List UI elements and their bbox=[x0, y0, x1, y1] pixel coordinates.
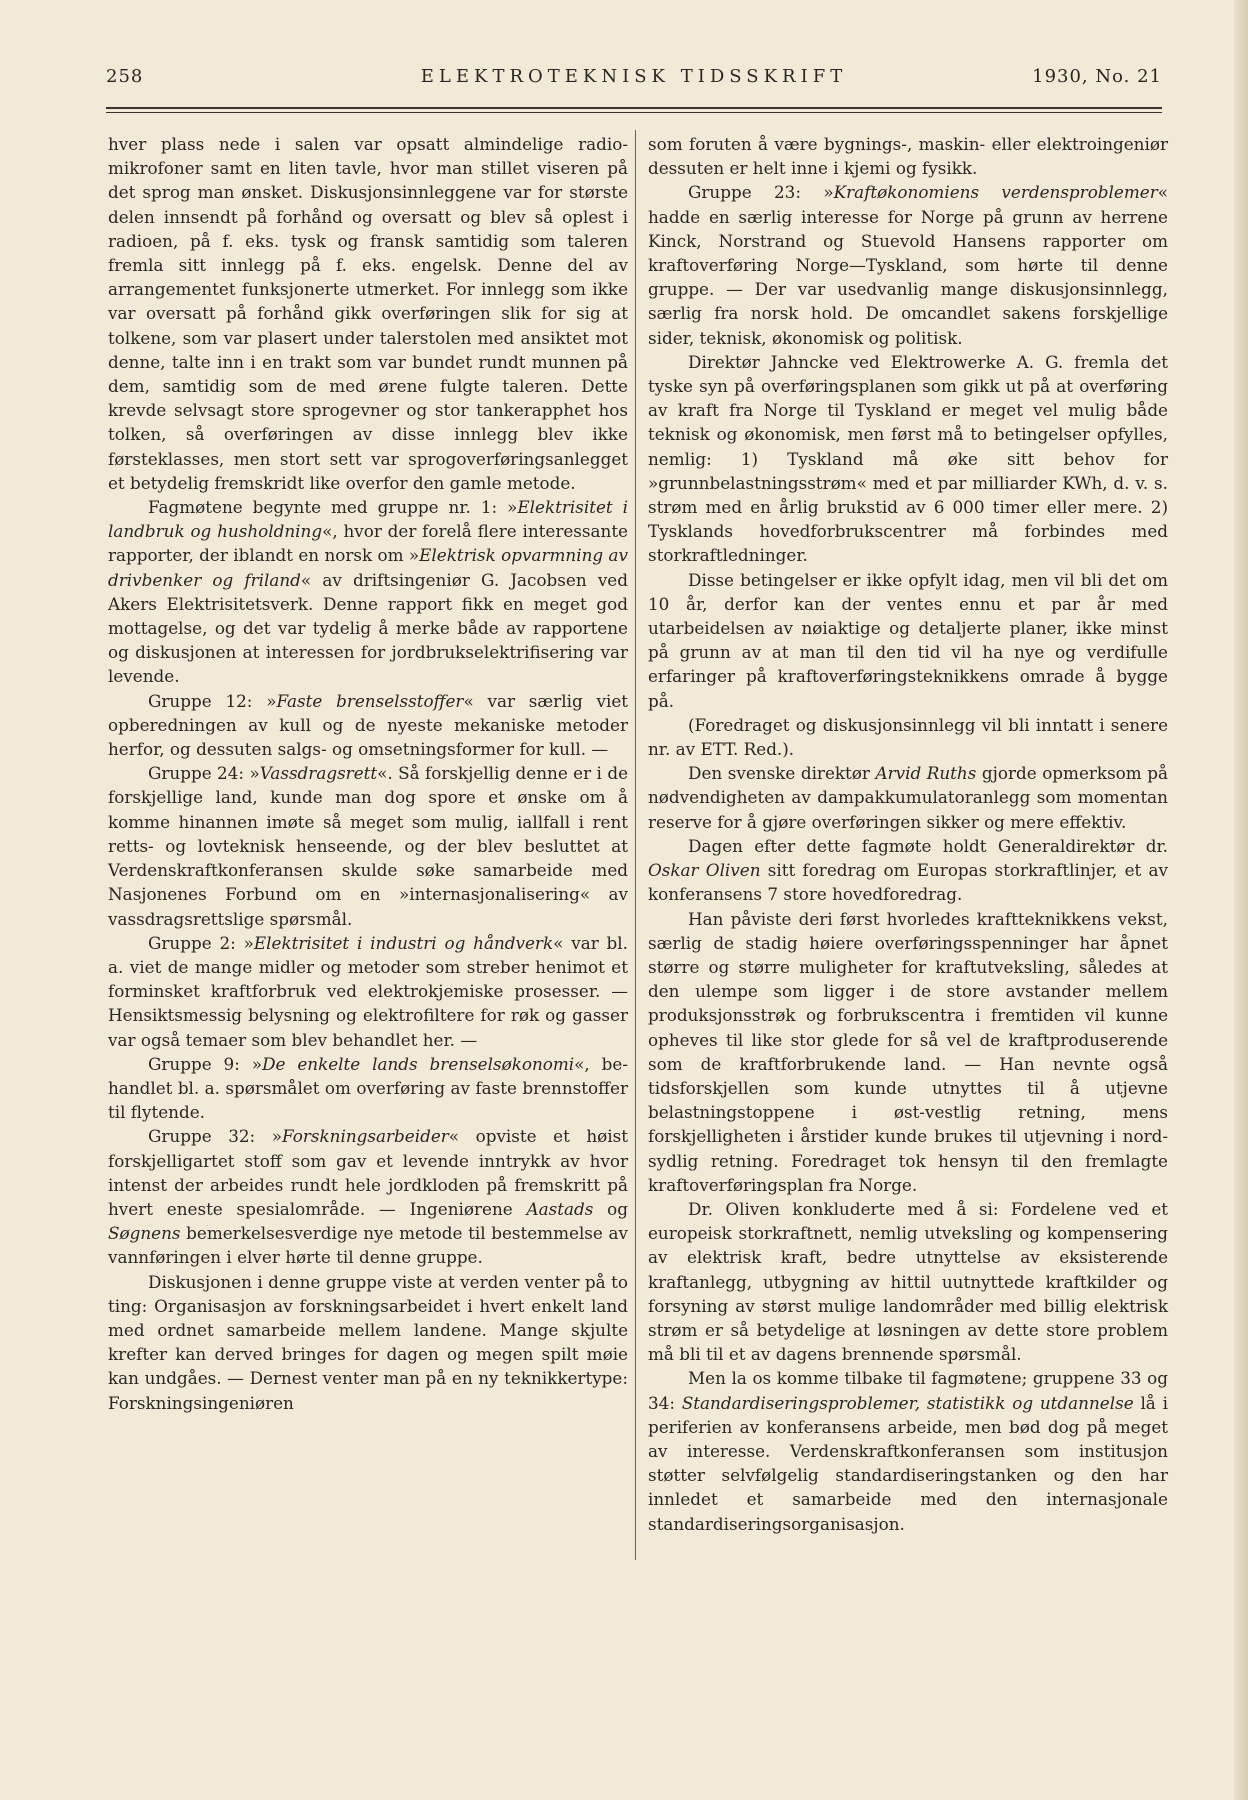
report-title: Elektrisitet i landbruk og husholdning bbox=[108, 497, 628, 542]
column-divider bbox=[635, 130, 636, 1560]
paragraph: Diskusjonen i denne gruppe viste at verden venter på to ting: Organisasjon av forskningsarbeidet i hvert enkelt land med ordnet samarbeide mellem landene. Mange skjulte krefter kan derved bringes for dagen og megen spilt møie kan undgåes. — Dernest venter man på en ny teknikkertype: Forskningsingeniøren bbox=[108, 1271, 628, 1413]
group-title: Forskningsarbeider bbox=[282, 1126, 449, 1147]
paragraph: hver plass nede i salen var opsatt almindelige radiomikrofoner samt en liten tavle, hvor man stillet viseren på det sprog man ønsket. Diskusjonsinnleggene var for største delen innsendt på forhånd og oversatt og blev så oplest i radioen, på f. eks. tysk og fransk samtidig som taleren fremla sitt innlegg på f. eks. engelsk. Denne del av arrangementet funksjonerte utmerket. For innlegg som ikke var oversatt på forhånd gikk overføringen slik for sig at tolkene, som var plasert under talerstolen med ansiktet mot denne, talte inn i en trakt som var bundet rundt munnen på dem, samtidig som de med ørene fulgte taleren. Dette krevde selvsagt store sprogevner og stor tankerapphet hos tolken, så overføringen av disse innlegg blev ikke førsteklasses, men stort sett var sprogoverføringsanlegget et betydelig fremskridt like overfor den gamle metode. bbox=[108, 134, 628, 493]
paragraph: Gruppe 24: »Vassdragsrett«. Så forskjellig denne er i de forskjellige land, kunde man dog spore et ønske om å komme hinannen imøte så meget som mulig, iallfall i rent retts- og lovteknisk henseende, og der blev besluttet at Verdenskraftkonferansen skulde søke samarbeide med Nasjonenes Forbund om en »internasjonalisering« av vassdragsrettslige spørsmål. bbox=[108, 763, 628, 929]
person-name: Oskar Oliven bbox=[648, 860, 761, 881]
paragraph: Direktør Jahncke ved Elektrowerke A. G. fremla det tyske syn på overføringsplanen som gikk ut på at overføring av kraft fra Norge til Tyskland er meget vel mulig både teknisk og økonomisk, men først må to betingelser opfylles, nemlig: 1) Tyskland må øke sitt behov for »grunnbelastningsstrøm« med et par milliarder KWh, d. v. s. strøm med en årlig brukstid av 6 000 timer eller mere. 2) Tysklands hovedforbrukscentrer må forbindes med storkraftledninger. bbox=[648, 351, 1168, 566]
page-number: 258 bbox=[106, 66, 144, 87]
paragraph: Gruppe 32: »Forskningsarbeider« opviste et høist forskjelligartet stoff som gav et levende inntrykk av hvor intenst der arbeides rundt hele jordkloden på fremskritt på hvert eneste spesialområde. — Ingeniørene Aastads og Søgnens bemerkelsesverdige nye metode til bestemmelse av vannføringen i elver hørte til denne gruppe. bbox=[108, 1126, 629, 1268]
paragraph: Gruppe 9: »De enkelte lands brenselsøkonomi«, behandlet bl. a. spørsmålet om overføring av faste brennstoffer til flytende. bbox=[108, 1053, 629, 1123]
person-name: Arvid Ruths bbox=[875, 763, 977, 784]
group-title: Elektrisitet i industri og håndverk bbox=[253, 932, 554, 953]
person-name: Aastads bbox=[526, 1198, 594, 1219]
group-title: Kraftøkonomiens verdensproblemer bbox=[833, 182, 1158, 203]
group-title: De enkelte lands brenselsøkonomi bbox=[262, 1053, 575, 1074]
journal-title: ELEKTROTEKNISK TIDSSKRIFT bbox=[420, 66, 848, 87]
person-name: Søgnens bbox=[108, 1223, 181, 1244]
page-spine-edge bbox=[1234, 0, 1248, 1800]
header-rule-thin bbox=[106, 112, 1162, 113]
paragraph: Dagen efter dette fagmøte holdt Generaldirektør dr. Oskar Oliven sitt foredrag om Europas storkraftlinjer, et av konferansens 7 store hovedforedrag. bbox=[648, 835, 1168, 905]
group-title: Vassdragsrett bbox=[259, 763, 378, 784]
issue-label: 1930, No. 21 bbox=[1032, 66, 1162, 87]
paragraph: Gruppe 2: »Elektrisitet i industri og håndverk« var bl. a. viet de mange midler og metoder som streber henimot et forminsket kraftforbruk ved elektrokjemiske prosesser. — Hensiktsmessig belysning og elektrofiltere for røk og gasser var også temaer som blev behandlet her. — bbox=[108, 932, 628, 1050]
paragraph: Dr. Oliven konkluderte med å si: Fordelene ved et europeisk storkraftnett, nemlig utveksling og kompensering av elektrisk kraft, bedre utnyttelse av eksisterende kraftanlegg, utbygning av hittil uutnyttede kraftkilder og forsyning av størst mulige landområder med billig elektrisk strøm er så betydelige at løsningen av dette store problem må bli til et av dagens brennende spørsmål. bbox=[648, 1198, 1168, 1365]
group-title: Faste brenselsstoffer bbox=[276, 690, 464, 711]
running-header bbox=[106, 60, 1162, 92]
paragraph: Han påviste deri først hvorledes kraftteknikkens vekst, særlig de stadig høiere overføringsspenninger har åpnet større og større muligheter for kraftutveksling, således at den ulempe som ligger i de store avstander mellem produksjonsstrøk og forbrukscentra i fremtiden vil kunne opheves til like stor glede for så vel de kraftproduserende som de kraftforbrukende land. — Han nevnte også tidsforskjellen som kunde utnyttes til å utjevne belastningstoppene i øst-vestlig retning, mens forskjelligheten i årstider kunde brukes til utjevning i nord-sydlig retning. Foredraget tok hensyn til den fremlagte kraftoverføringsplan fra Norge. bbox=[648, 908, 1168, 1195]
paragraph: (Foredraget og diskusjonsinnlegg vil bli inntatt i senere nr. av ETT. Red.). bbox=[648, 714, 1168, 760]
group-title: Standardiseringsproblemer, statistikk og utdannelse bbox=[681, 1392, 1134, 1413]
paragraph: Men la os komme tilbake til fagmøtene; gruppene 33 og 34: Standardiseringsproblemer, statistikk og utdannelse lå i periferien av konferansens arbeide, men bød dog på meget av interesse. Verdenskraftkonferansen som institusjon støtter selvfølgelig standardiseringstanken og den har innledet et samarbeide med den internasjonale standardiseringsorganisasjon. bbox=[648, 1368, 1168, 1534]
report-title: Elektrisk opvarmning av drivbenker og friland bbox=[108, 545, 628, 590]
paragraph: Disse betingelser er ikke opfylt idag, men vil bli det om 10 år, derfor kan der ventes ennu et par år med utarbeidelsen av nøiaktige og detaljerte planer, ikke minst på grunn av at man til den tid vil ha nye og verdifulle erfaringer på kraftoverføringsteknikkens omrade å bygge på. bbox=[648, 569, 1168, 711]
header-rule-thick bbox=[106, 107, 1162, 109]
right-column bbox=[648, 132, 1168, 1536]
paragraph: Gruppe 23: »Kraftøkonomiens verdensproblemer« hadde en særlig interesse for Norge på grunn av herrene Kinck, Norstrand og Stuevold Hansens rapporter om kraftoverføring Norge—Tyskland, som hørte til denne gruppe. — Der var usedvanlig mange diskusjonsinnlegg, særlig fra norsk hold. De omcandlet sakens forskjellige sider, teknisk, økonomisk og politisk. bbox=[648, 182, 1168, 348]
paragraph: som foruten å være bygnings-, maskin- eller elektroingeniør dessuten er helt inne i kjemi og fysikk. bbox=[648, 134, 1168, 179]
paragraph: Fagmøtene begynte med gruppe nr. 1: »Elektrisitet i landbruk og husholdning«, hvor der forelå flere interessante rapporter, der iblandt en norsk om »Elektrisk opvarmning av drivbenker og friland« av driftsingeniør G. Jacobsen ved Akers Elektrisitetsverk. Denne rapport fikk en meget god mottagelse, og det var tydelig å merke både av rapportene og diskusjonen at interessen for jordbrukselektrifisering var levende. bbox=[108, 497, 628, 687]
left-column bbox=[108, 132, 628, 1415]
paragraph: Den svenske direktør Arvid Ruths gjorde opmerksom på nødvendigheten av dampakkumulatoranlegg som momentan reserve for å gjøre overføringen sikker og mere effektiv. bbox=[648, 763, 1168, 832]
paragraph: Gruppe 12: »Faste brenselsstoffer« var særlig viet opberedningen av kull og de nyeste mekaniske metoder herfor, og dessuten salgs- og omsetningsformer for kull. — bbox=[108, 690, 628, 760]
